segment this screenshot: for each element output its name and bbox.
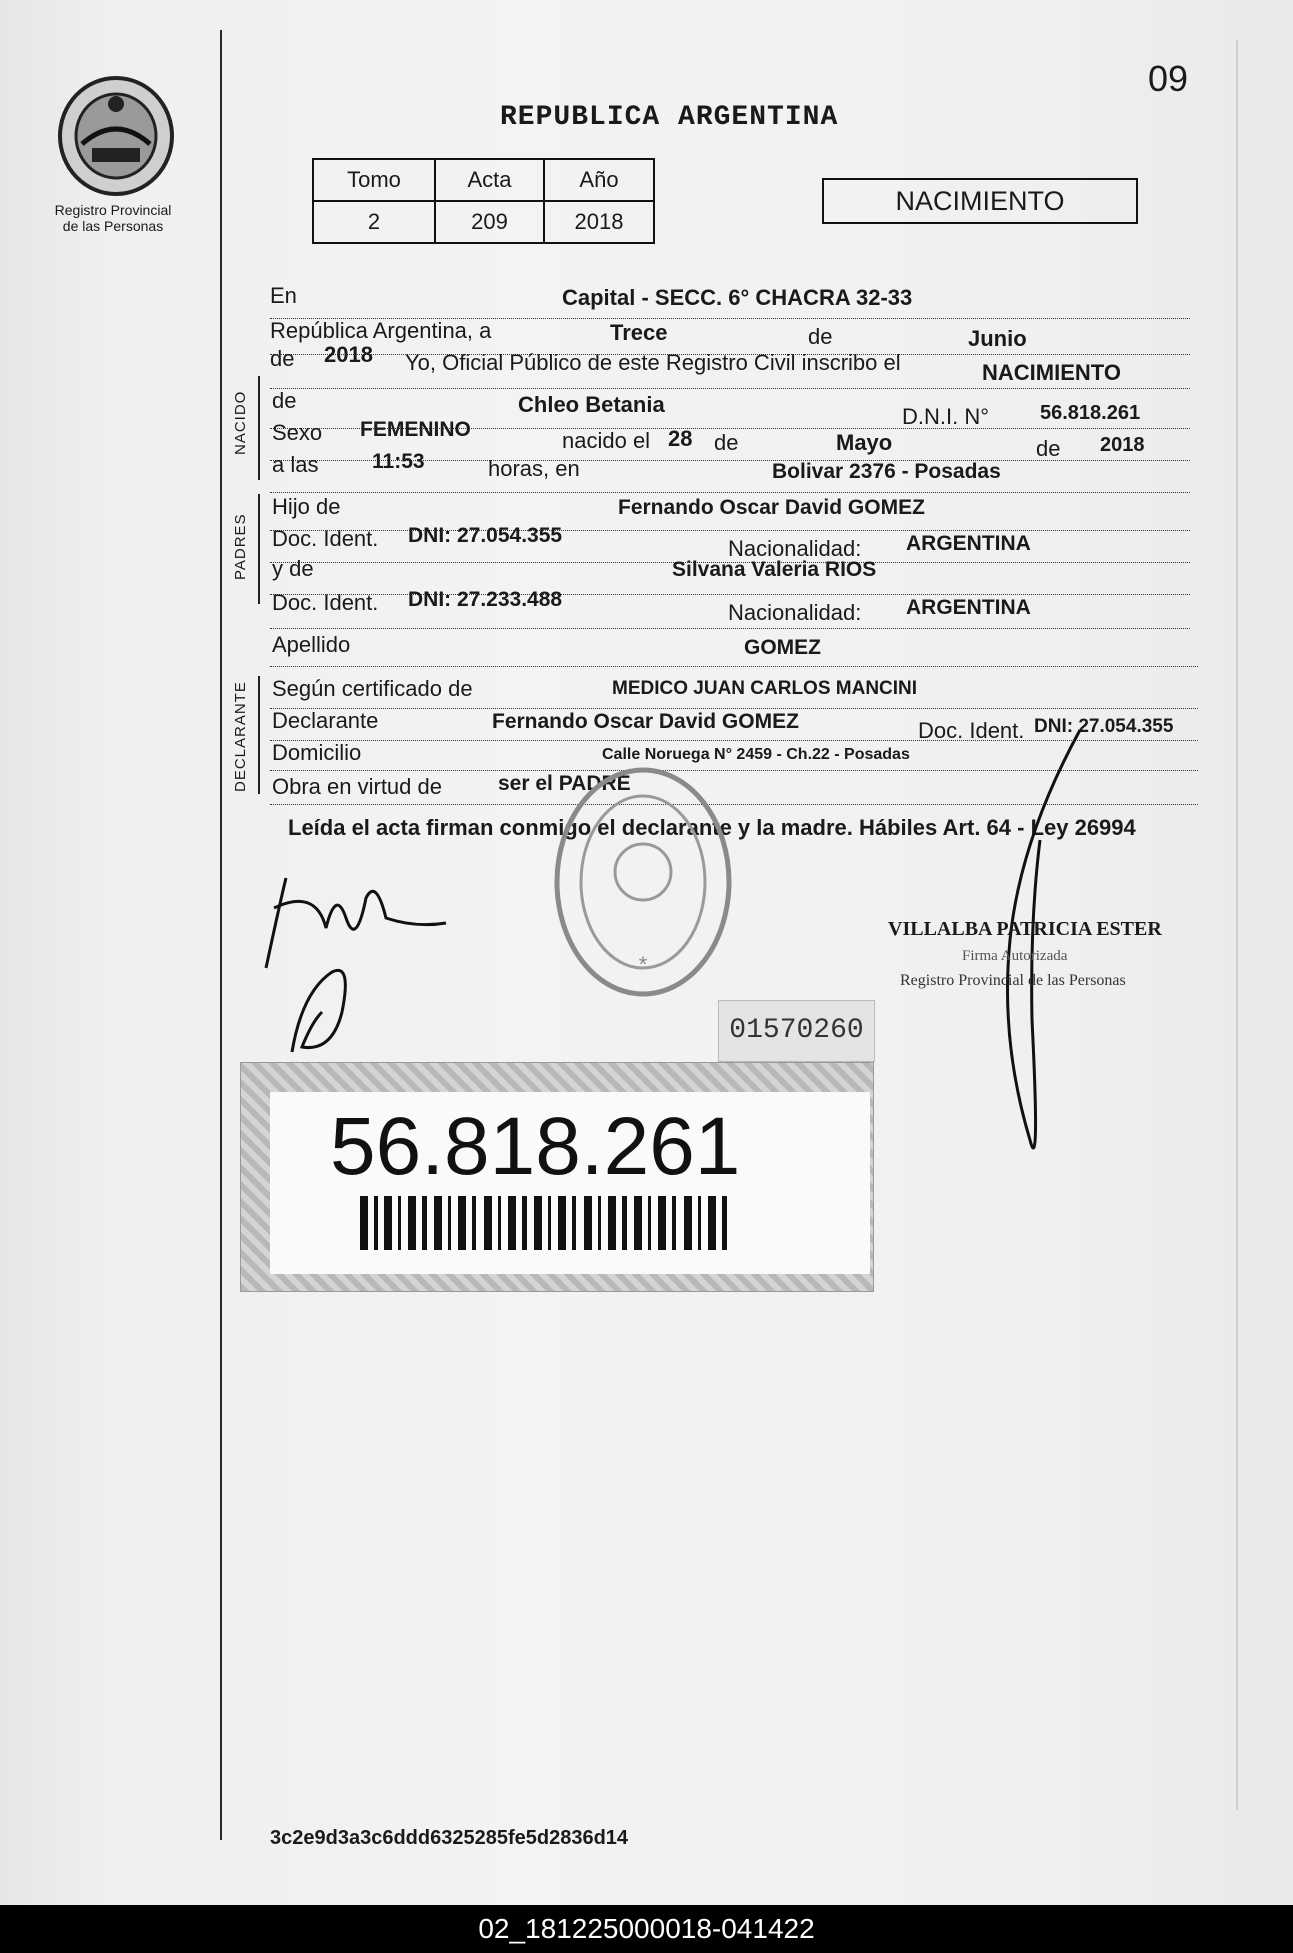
nacido-el-label: nacido el (562, 428, 651, 453)
closing-statement: Leída el acta firman conmigo el declarante y la madre. Hábiles Art. 64 - Ley 26994 (288, 815, 1136, 840)
obra-value: ser el PADRE (498, 772, 631, 795)
madre-doc-label: Doc. Ident. (272, 590, 379, 615)
decl-doc-label: Doc. Ident. (918, 718, 1025, 743)
sexo-label: Sexo (272, 420, 323, 445)
hora-value: 11:53 (372, 450, 425, 473)
padre-nombre: Fernando Oscar David GOMEZ (618, 496, 925, 519)
oficial-name: VILLALBA PATRICIA ESTER (888, 918, 1162, 940)
left-margin-line (220, 30, 222, 1840)
nacido-mes: Mayo (836, 430, 893, 455)
hijo-label: Hijo de (272, 494, 341, 519)
nacido-bracket (258, 376, 260, 480)
official-stamp-icon (548, 762, 738, 1002)
declarante-bracket (258, 676, 260, 794)
nacido-lugar: Bolivar 2376 - Posadas (772, 460, 1001, 483)
domicilio-value: Calle Noruega N° 2459 - Ch.22 - Posadas (602, 746, 910, 763)
anio-value: 2018 (544, 201, 654, 243)
inscribo-value: NACIMIENTO (982, 360, 1121, 385)
de-label: de (808, 324, 833, 349)
padres-side-label: PADRES (232, 513, 249, 580)
yde-label: y de (272, 556, 314, 581)
document-type-box: NACIMIENTO (822, 178, 1138, 224)
nacido-de-label3: de (1036, 436, 1061, 461)
de-anio-label: de (270, 346, 295, 371)
declarante-label: Declarante (272, 708, 379, 733)
barcode-icon (360, 1196, 740, 1250)
registry-caption (38, 202, 188, 234)
serial-number: 01570260 (718, 1000, 875, 1062)
obra-label: Obra en virtud de (272, 774, 442, 799)
provincial-seal-icon (52, 74, 180, 198)
registry-line1: Registro Provincial (54, 202, 172, 218)
anio-value: 2018 (324, 342, 373, 367)
apellido-label: Apellido (272, 632, 351, 657)
sexo-value: FEMENINO (360, 418, 471, 441)
tomo-label: Tomo (313, 159, 435, 201)
en-label: En (270, 283, 297, 308)
acta-label: Acta (435, 159, 544, 201)
domicilio-label: Domicilio (272, 740, 362, 765)
signature-madre-icon (282, 952, 362, 1062)
mes-value: Junio (968, 326, 1027, 351)
declarante-value: Fernando Oscar David GOMEZ (492, 710, 799, 733)
decl-doc-value: DNI: 27.054.355 (1034, 716, 1174, 737)
padre-doc-label: Doc. Ident. (272, 526, 379, 551)
madre-nombre: Silvana Valeria RIOS (672, 558, 877, 581)
dni-value: 56.818.261 (1040, 402, 1141, 424)
cert-label: Según certificado de (272, 676, 473, 701)
madre-nac: ARGENTINA (906, 596, 1031, 619)
country-title: REPUBLICA ARGENTINA (500, 102, 839, 133)
row-apellido (270, 630, 1198, 667)
alas-label: a las (272, 452, 319, 477)
registry-line2: de las Personas (62, 218, 164, 234)
madre-doc: DNI: 27.233.488 (408, 588, 563, 611)
madre-nac-label: Nacionalidad: (728, 600, 862, 625)
padre-doc: DNI: 27.054.355 (408, 524, 563, 547)
inscribo-label: Yo, Oficial Público de este Registro Civil inscribo el (405, 350, 901, 375)
nacido-nombre: Chleo Betania (518, 392, 665, 417)
document-hash: 3c2e9d3a3c6ddd6325285fe5d2836d14 (270, 1827, 629, 1849)
acta-value: 209 (435, 201, 544, 243)
anio-label: Año (544, 159, 654, 201)
tomo-value: 2 (313, 201, 435, 243)
dia-value: Trece (610, 320, 668, 345)
right-margin-line (1236, 40, 1238, 1810)
oficial-org: Registro Provincial de las Personas (900, 972, 1126, 989)
cert-value: MEDICO JUAN CARLOS MANCINI (612, 678, 918, 699)
nacido-de-label2: de (714, 430, 739, 455)
nacido-dia: 28 (668, 426, 693, 451)
nacido-side-label: NACIDO (232, 390, 249, 455)
padre-nac: ARGENTINA (906, 532, 1031, 555)
svg-text:*: * (638, 952, 648, 977)
republica-label: República Argentina, a (270, 318, 492, 343)
apellido-value: GOMEZ (744, 636, 821, 659)
tomo-acta-anio-table (312, 158, 655, 244)
image-caption: 02_181225000018-041422 (0, 1905, 1293, 1953)
padres-bracket (258, 494, 260, 604)
page-number: 09 (1148, 58, 1189, 99)
padre-nac-label: Nacionalidad: (728, 536, 862, 561)
horas-label: horas, en (488, 456, 580, 481)
nacido-de-label: de (272, 388, 297, 413)
nacido-anio: 2018 (1100, 434, 1145, 456)
dni-label: D.N.I. N° (902, 404, 990, 429)
oficial-role: Firma Autorizada (962, 948, 1068, 964)
sticker-number: 56.818.261 (330, 1101, 741, 1192)
lugar-value: Capital - SECC. 6° CHACRA 32-33 (562, 285, 913, 310)
declarante-side-label: DECLARANTE (232, 681, 249, 792)
